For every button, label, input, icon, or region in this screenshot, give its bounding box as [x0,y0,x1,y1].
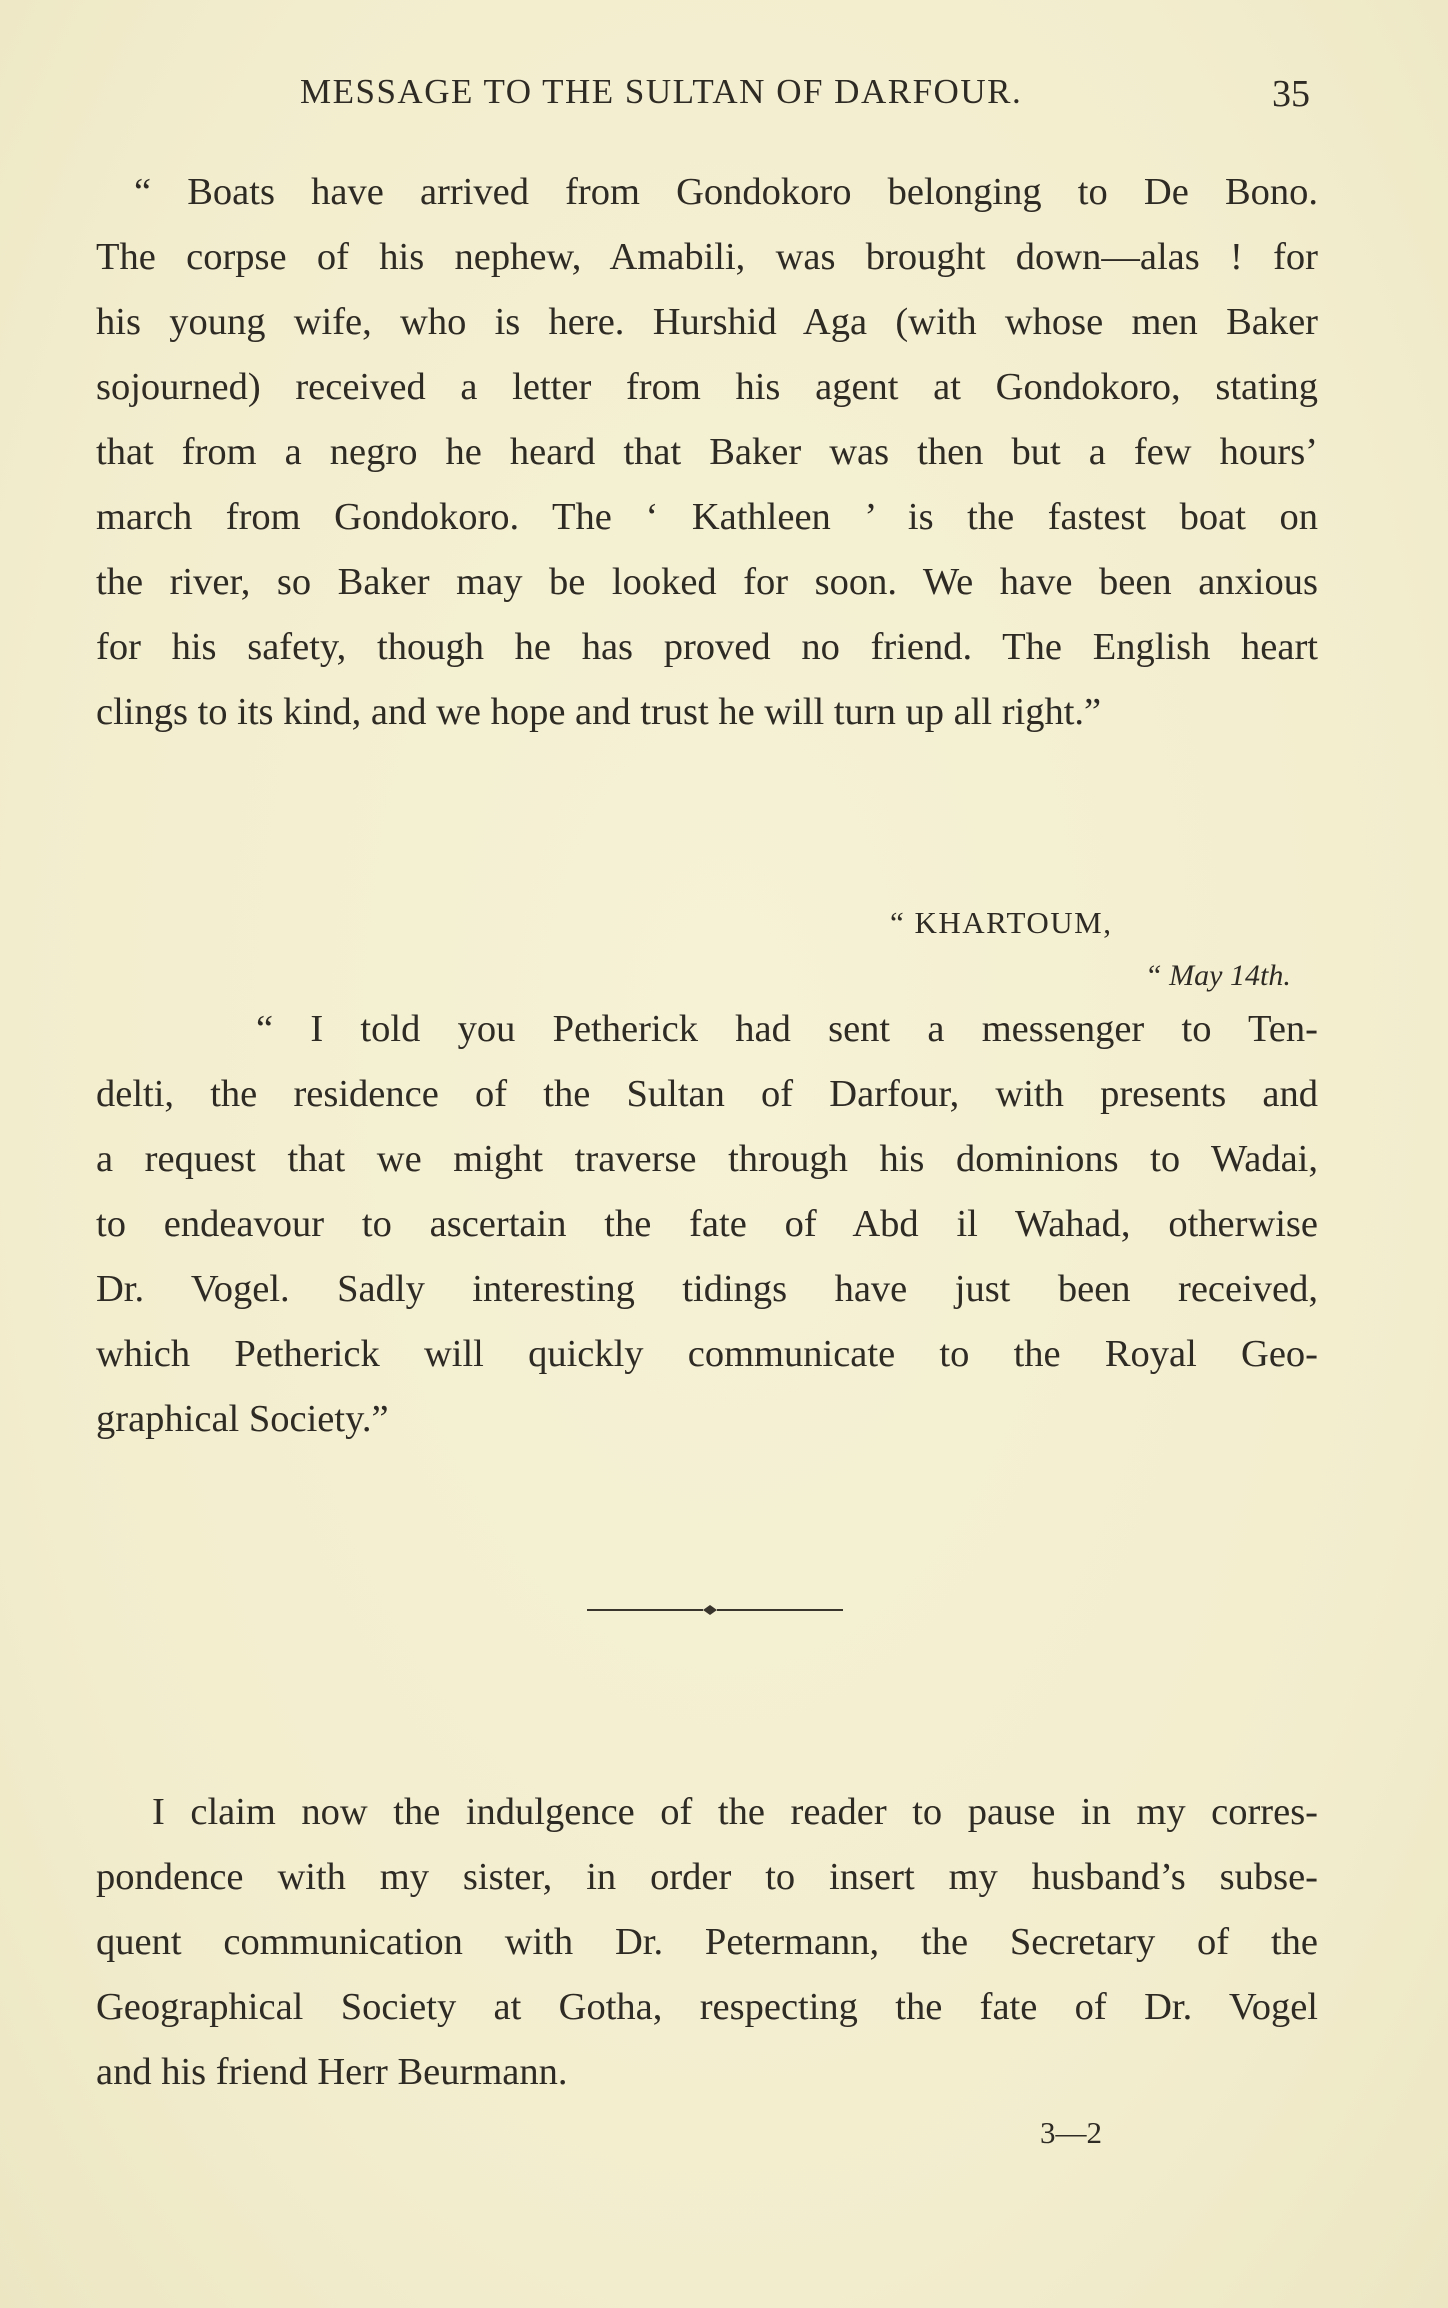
text-line: Geographical Society at Gotha, respecting the fate of Dr. Vogel [96,1986,1318,2028]
text-line: to endeavour to ascertain the fate of Abd il Wahad, otherwise [96,1203,1318,1245]
dateline-date: “ May 14th. [1145,959,1291,992]
letter-paragraph-2 [96,997,1318,1452]
text-line: and his friend Herr Beurmann. [96,2051,568,2093]
text-line: clings to its kind, and we hope and trust he will turn up all right.” [96,691,1102,733]
text-line: graphical Society.” [96,1398,389,1440]
running-head [300,72,1310,122]
letter-paragraph-1 [96,160,1318,745]
text-line: Dr. Vogel. Sadly interesting tidings have just been received, [96,1268,1318,1310]
text-line: “ I told you Petherick had sent a messenger to Ten- [256,1008,1318,1050]
text-line: which Petherick will quickly communicate to the Royal Geo- [96,1333,1318,1375]
text-line: I claim now the indulgence of the reader to pause in my corres- [152,1791,1318,1833]
text-line: march from Gondokoro. The ‘ Kathleen ’ is the fastest boat on [96,496,1318,538]
text-line: a request that we might traverse through his dominions to Wadai, [96,1138,1318,1180]
printer-signature-mark: 3—2 [1040,2115,1102,2150]
text-line: quent communication with Dr. Petermann, the Secretary of the [96,1921,1318,1963]
text-line: sojourned) received a letter from his agent at Gondokoro, stating [96,366,1318,408]
text-line: “ Boats have arrived from Gondokoro belonging to De Bono. [134,171,1318,213]
text-line: his young wife, who is here. Hurshid Aga (with whose men Baker [96,301,1318,343]
text-line: for his safety, though he has proved no friend. The English heart [96,626,1318,668]
page-number: 35 [1272,73,1310,115]
dateline-place: “ KHARTOUM, [890,905,1113,940]
text-line: that from a negro he heard that Baker was then but a few hours’ [96,431,1318,473]
text-line: the river, so Baker may be looked for soon. We have been anxious [96,561,1318,603]
running-title: MESSAGE TO THE SULTAN OF DARFOUR. [300,72,1023,111]
text-line: pondence with my sister, in order to insert my husband’s subse- [96,1856,1318,1898]
text-line: delti, the residence of the Sultan of Darfour, with presents and [96,1073,1318,1115]
narrative-paragraph [96,1780,1318,2105]
section-divider-ornament [587,1600,843,1620]
text-line: The corpse of his nephew, Amabili, was brought down—alas ! for [96,236,1318,278]
